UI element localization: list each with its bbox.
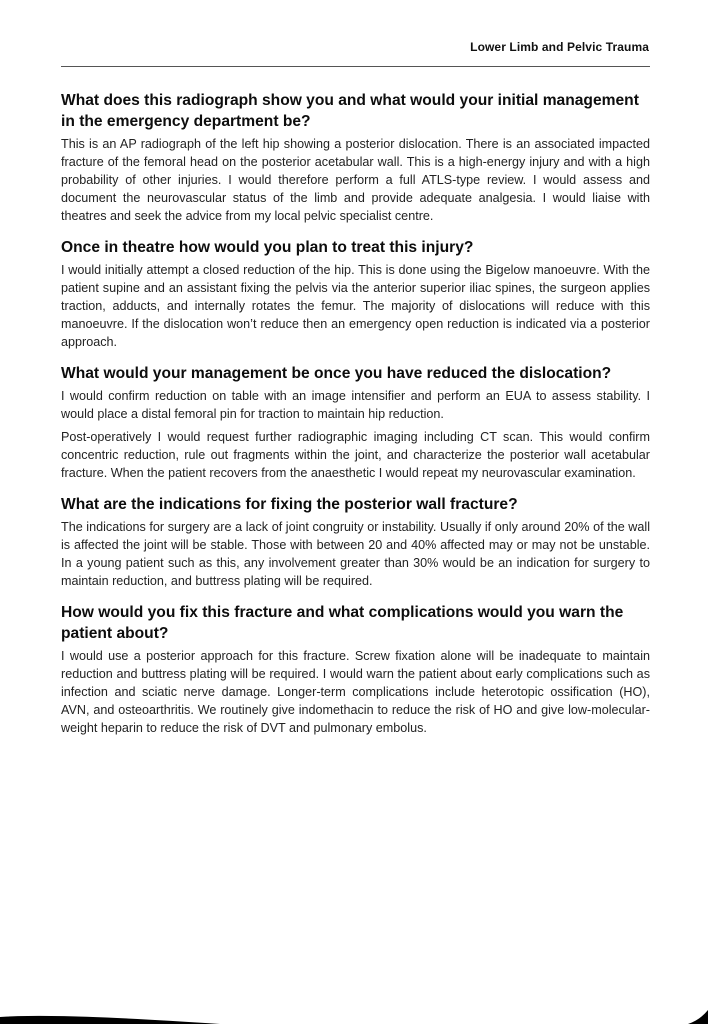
running-header-title: Lower Limb and Pelvic Trauma [470, 40, 649, 54]
answer-paragraph: Post-operatively I would request further radiographic imaging including CT scan. This would confirm concentric reduction, rule out fragments within the joint, and characterize the posterior wall acetabular fracture. When the patient recovers from the anaesthetic I would repeat my neurovascular examination. [61, 430, 650, 480]
page-body [61, 90, 650, 749]
answer-paragraph: This is an AP radiograph of the left hip showing a posterior dislocation. There is an associated impacted fracture of the femoral head on the posterior acetabular wall. This is a high-energy injury and with a high probability of other injuries. I would therefore perform a full ATLS-type review. I would assess and document the neurovascular status of the limb and provide adequate analgesia. I would liaise with theatres and seek the advice from my local pelvic specialist centre. [61, 137, 650, 223]
question-heading: Once in theatre how would you plan to treat this injury? [61, 239, 474, 256]
answer-paragraph: I would initially attempt a closed reduction of the hip. This is done using the Bigelow manoeuvre. With the patient supine and an assistant fixing the pelvis via the anterior superior iliac spines, the surgeon applies traction, adducts, and internally rotates the femur. The majority of dislocations will reduce with this manoeuvre. If the dislocation won’t reduce then an emergency open reduction is indicated via a posterior approach. [61, 263, 650, 349]
question-heading: What are the indications for fixing the posterior wall fracture? [61, 496, 518, 513]
qa-section-theatre [61, 237, 650, 351]
footer-swoosh-decoration [0, 1014, 220, 1024]
qa-section-radiograph [61, 90, 650, 225]
question-heading: What would your management be once you have reduced the dislocation? [61, 365, 612, 382]
answer-paragraph: The indications for surgery are a lack of joint congruity or instability. Usually if only around 20% of the wall is affected the joint will be stable. Those with between 20 and 40% affected may or may not be unstable. In a young patient such as this, any involvement greater than 30% would be an indication for surgery to maintain reduction, and buttress plating will be required. [61, 520, 650, 588]
qa-section-post-reduction [61, 363, 650, 482]
answer-paragraph: I would use a posterior approach for this fracture. Screw fixation alone will be inadequate to maintain reduction and buttress plating will be required. I would warn the patient about early complications such as infection and sciatic nerve damage. Longer-term complications include heterotopic ossification (HO), AVN, and osteoarthritis. We routinely give indomethacin to reduce the risk of HO and give low-molecular-weight heparin to reduce the risk of DVT and pulmonary embolus. [61, 649, 650, 735]
qa-section-fixation-complications [61, 602, 650, 737]
answer-paragraph: I would confirm reduction on table with an image intensifier and perform an EUA to assess stability. I would place a distal femoral pin for traction to maintain hip reduction. [61, 389, 650, 421]
qa-section-indications [61, 494, 650, 590]
footer-corner-decoration [684, 1010, 708, 1024]
header-rule [61, 66, 650, 67]
question-heading: How would you fix this fracture and what complications would you warn the patient about? [61, 604, 624, 642]
question-heading: What does this radiograph show you and what would your initial management in the emergency department be? [61, 92, 639, 130]
